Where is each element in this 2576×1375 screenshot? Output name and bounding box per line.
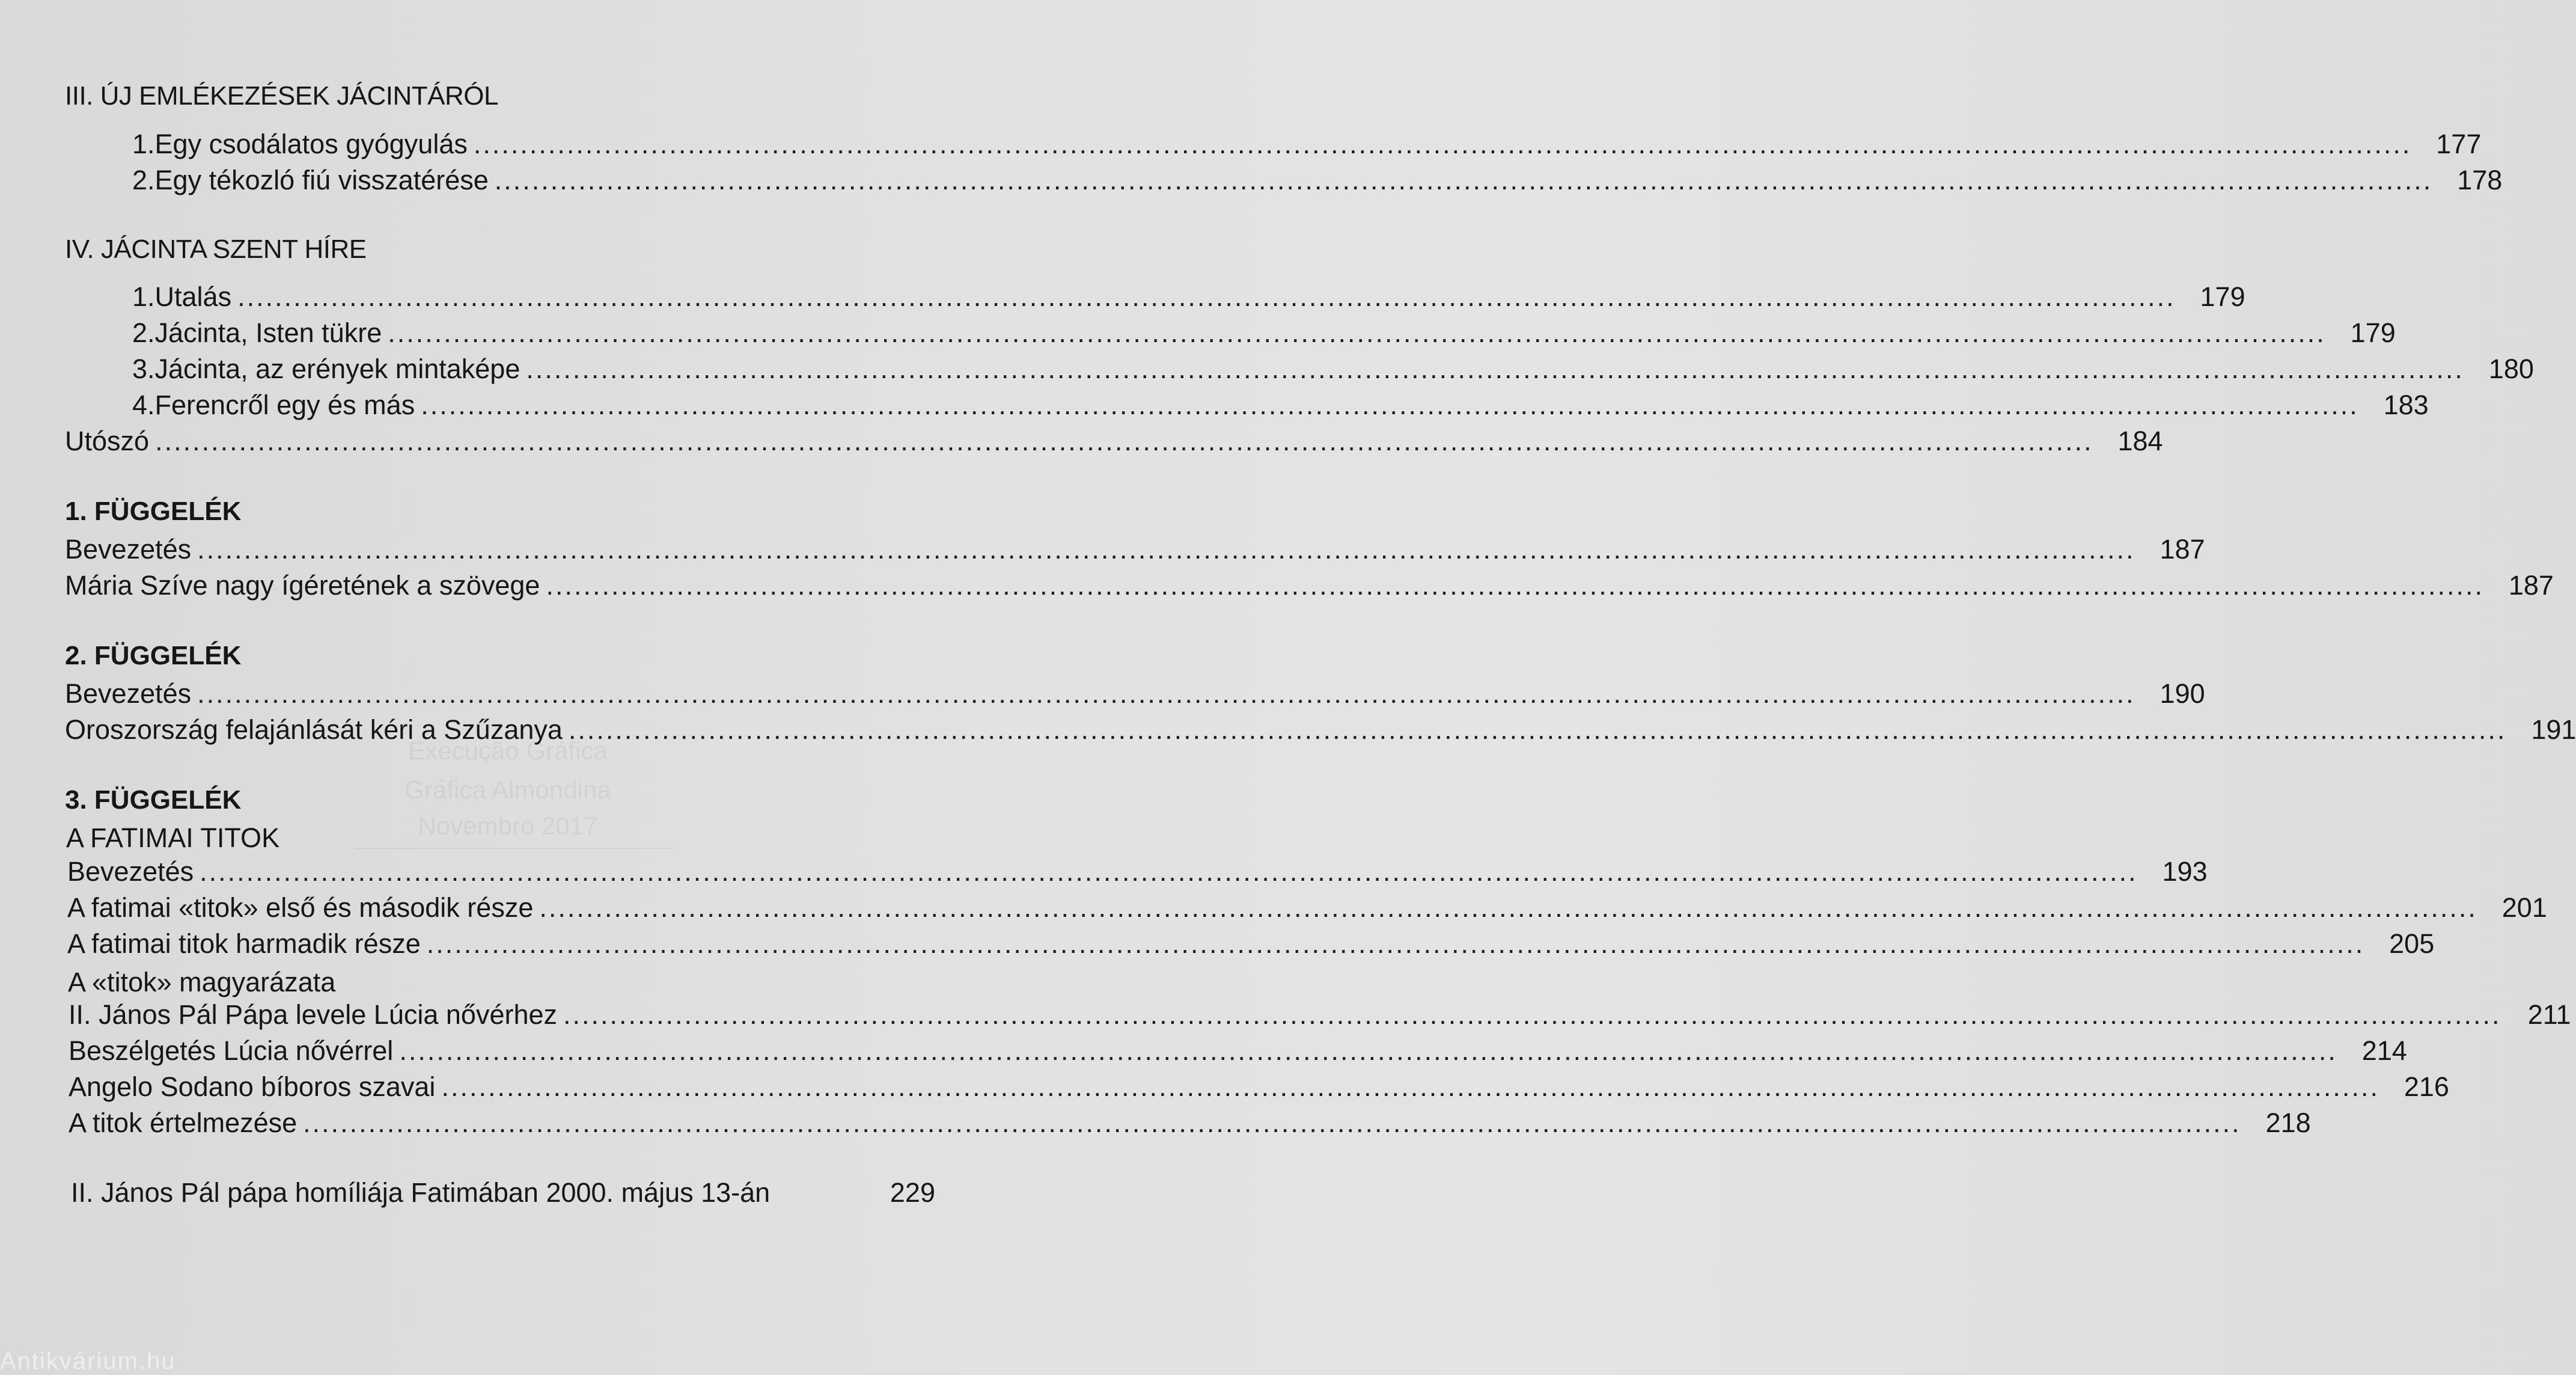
dot-leader: ................................................................................................................................................................................................................ <box>388 317 2326 348</box>
entry-page: 218 <box>2265 1107 2311 1138</box>
entry-page: 187 <box>2508 570 2554 601</box>
dot-leader: ................................................................................................................................................................................................................ <box>197 678 2135 709</box>
dot-leader: ................................................................................................................................................................................................................ <box>546 570 2484 601</box>
entry-page: 183 <box>2383 390 2429 420</box>
appendix-title: 3. FÜGGELÉK <box>65 785 242 815</box>
dot-leader: ................................................................................................................................................................................................................ <box>526 354 2464 384</box>
entry-number: 3. <box>132 354 155 384</box>
section-title: III. ÚJ EMLÉKEZÉSEK JÁCINTÁRÓL <box>65 81 498 111</box>
entry-title: II. János Pál Pápa levele Lúcia nővérhez <box>69 999 558 1030</box>
dot-leader: ................................................................................................................................................................................................................ <box>197 534 2135 565</box>
entry-number: 4. <box>132 390 155 420</box>
appendix-title: 1. FÜGGELÉK <box>65 497 242 526</box>
entry-title: Utalás <box>154 281 232 312</box>
entry-title: Jácinta, Isten tükre <box>154 317 382 348</box>
entry-number: 2. <box>132 317 155 348</box>
entry-title: Bevezetés <box>65 678 192 709</box>
dot-leader: ................................................................................................................................................................................................................ <box>568 714 2507 745</box>
dot-leader: ................................................................................................................................................................................................................ <box>494 165 2433 195</box>
entry-title: A fatimai titok harmadik része <box>67 928 421 959</box>
dot-leader: ................................................................................................................................................................................................................ <box>563 999 2501 1030</box>
toc-entry[interactable] <box>69 999 2571 1035</box>
toc-entry[interactable] <box>69 1035 2407 1071</box>
entry-page: 184 <box>2117 426 2163 456</box>
toc-entry[interactable] <box>132 354 2534 390</box>
dot-leader: ................................................................................................................................................................................................................ <box>441 1071 2379 1102</box>
entry-number: 1. <box>132 281 155 312</box>
dot-leader: ................................................................................................................................................................................................................ <box>473 129 2412 159</box>
dot-leader: ................................................................................................................................................................................................................ <box>426 928 2365 959</box>
appendix-title: 2. FÜGGELÉK <box>65 641 242 670</box>
entry-page: 187 <box>2159 534 2205 565</box>
show-through-line: Novembro 2017 <box>418 812 598 840</box>
entry-page: 214 <box>2361 1035 2407 1066</box>
entry-page: 180 <box>2488 354 2534 384</box>
toc-entry[interactable] <box>65 678 2205 714</box>
subsection-heading: A «titok» magyarázata <box>68 967 336 997</box>
entry-page: 216 <box>2404 1071 2449 1102</box>
toc-entry[interactable] <box>67 928 2435 964</box>
dot-leader: ................................................................................................................................................................................................................ <box>539 892 2477 923</box>
entry-title: Utószó <box>65 426 150 456</box>
toc-entry[interactable] <box>67 892 2547 928</box>
entry-title: Beszélgetés Lúcia nővérrel <box>69 1035 394 1066</box>
entry-page: 201 <box>2501 892 2547 923</box>
entry-title: Bevezetés <box>67 856 194 887</box>
dot-leader: ................................................................................................................................................................................................................ <box>421 390 2359 420</box>
entry-page: 191 <box>2531 714 2576 745</box>
entry-page: 193 <box>2162 856 2208 887</box>
toc-entry[interactable] <box>132 317 2396 354</box>
entry-number: 1. <box>132 129 155 159</box>
entry-page: 229 <box>890 1177 935 1208</box>
entry-title: Ferencről egy és más <box>154 390 415 420</box>
toc-entry[interactable] <box>71 1177 935 1213</box>
dot-leader: ................................................................................................................................................................................................................ <box>303 1107 2241 1138</box>
entry-title: Jácinta, az erények mintaképe <box>154 354 520 384</box>
toc-entry[interactable] <box>65 534 2205 570</box>
entry-page: 205 <box>2389 928 2435 959</box>
dot-leader: ................................................................................................................................................................................................................ <box>399 1035 2337 1066</box>
show-through-line: Gráfica Almondina <box>404 776 611 804</box>
section-title: IV. JÁCINTA SZENT HÍRE <box>65 234 367 264</box>
toc-entry[interactable] <box>69 1107 2311 1144</box>
entry-title: II. János Pál pápa homíliája Fatimában 2000. május 13-án <box>71 1177 771 1208</box>
toc-entry[interactable] <box>132 390 2429 426</box>
entry-title: A titok értelmezése <box>69 1107 298 1138</box>
entry-title: Mária Szíve nagy ígéretének a szövege <box>65 570 540 601</box>
toc-entry[interactable] <box>65 570 2554 606</box>
appendix-subtitle: A FATIMAI TITOK <box>66 822 280 853</box>
entry-page: 179 <box>2200 281 2245 312</box>
dot-leader: ................................................................................................................................................................................................................ <box>200 856 2138 887</box>
entry-page: 179 <box>2350 317 2396 348</box>
entry-title: Oroszország felajánlását kéri a Szűzanya <box>65 714 563 745</box>
entry-page: 178 <box>2457 165 2503 195</box>
entry-page: 211 <box>2527 999 2571 1030</box>
entry-page: 190 <box>2159 678 2205 709</box>
watermark-text: Antikvárium.hu <box>0 1348 176 1374</box>
toc-entry[interactable] <box>132 129 2482 165</box>
dot-leader: ................................................................................................................................................................................................................ <box>237 281 2176 312</box>
entry-title: Bevezetés <box>65 534 192 565</box>
entry-title: A fatimai «titok» első és második része <box>67 892 534 923</box>
toc-entry[interactable] <box>65 426 2163 462</box>
show-through-rule <box>355 848 673 849</box>
toc-entry[interactable] <box>132 281 2245 317</box>
entry-title: Angelo Sodano bíboros szavai <box>69 1071 436 1102</box>
toc-entry[interactable] <box>67 856 2208 892</box>
entry-title: Egy csodálatos gyógyulás <box>154 129 468 159</box>
dot-leader: ................................................................................................................................................................................................................ <box>155 426 2093 456</box>
toc-entry[interactable] <box>69 1071 2449 1107</box>
entry-page: 177 <box>2436 129 2482 159</box>
entry-title: Egy tékozló fiú visszatérése <box>154 165 489 195</box>
toc-entry[interactable] <box>65 714 2576 750</box>
show-through-line: Execução Gráfica <box>408 736 608 765</box>
toc-entry[interactable] <box>132 165 2503 201</box>
entry-number: 2. <box>132 165 155 195</box>
